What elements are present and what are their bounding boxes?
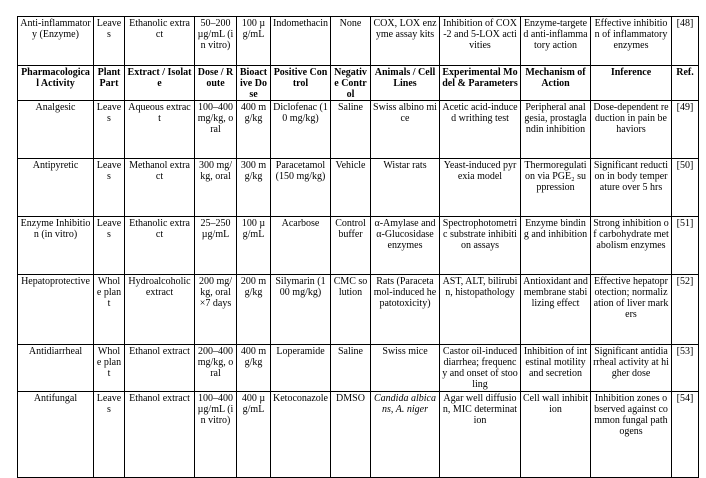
cell-animals: Rats (Paracetamol-induced hepatotoxicity) [371,275,440,345]
cell-mechanism: Cell wall inhibition [521,392,591,478]
cell-inference: Effective hepatoprotection; normalization of liver markers [591,275,672,345]
cell-extract: Ethanol extract [125,392,195,478]
cell-bioactive-dose: 100 µg/mL [237,217,271,275]
cell-inference [591,159,672,217]
cell-negative-control: Saline [331,345,371,392]
cell-model: Yeast-induced pyrexia model [440,159,521,217]
cell-ref: [48] [672,17,699,66]
cell-activity: Hepatoprotective [18,275,94,345]
cell-activity: Antifungal [18,392,94,478]
cell-activity: Antidiarrheal [18,345,94,392]
cell-negative-control: Vehicle [331,159,371,217]
cell-dose-route: 100–400 mg/kg, oral [195,101,237,159]
cell-ref: [50] [672,159,699,217]
cell-positive-control: Diclofenac (10 mg/kg) [271,101,331,159]
table-row [18,345,699,392]
cell-mechanism: Peripheral analgesia, prostaglandin inhibition [521,101,591,159]
cell-bioactive-dose: 400 mg/kg [237,345,271,392]
cell-dose-route: 200 mg/kg, oral ×7 days [195,275,237,345]
cell-positive-control: Ketoconazole [271,392,331,478]
cell-animals: α-Amylase and α-Glucosidase enzymes [371,217,440,275]
cell-activity: Antipyretic [18,159,94,217]
pharmacology-table [17,16,699,478]
cell-inference: Dose-dependent reduction in pain behaviors [591,101,672,159]
cell-extract: Ethanol extract [125,345,195,392]
table-row [18,101,699,159]
cell-mechanism: Thermoregulation via PGE₂ suppression [521,159,591,217]
cell-bioactive-dose: 200 mg/kg [237,275,271,345]
cell-dose-route: 25–250 µg/mL [195,217,237,275]
cell-animals: Candida albicans, A. niger [371,392,440,478]
cell-model: Spectrophotometric substrate inhibition assays [440,217,521,275]
cell-inference: Significant antidiarrheal activity at higher dose [591,345,672,392]
table-row [18,217,699,275]
cell-extract: Hydroalcoholic extract [125,275,195,345]
cell-dose-route: 50–200 µg/mL (in vitro) [195,17,237,66]
cell-inference: Strong inhibition of carbohydrate metabolism enzymes [591,217,672,275]
cell-extract: Ethanolic extract [125,217,195,275]
cell-ref: [52] [672,275,699,345]
column-header: Plant Part [94,66,125,101]
table-row [18,392,699,478]
cell-model: Inhibition of COX-2 and 5-LOX activities [440,17,521,66]
table-row [18,17,699,66]
cell-activity: Anti-inflammatory (Enzyme) [18,17,94,66]
cell-part: Whole plant [94,345,125,392]
table-row [18,275,699,345]
column-header: Pharmacological Activity [18,66,94,101]
cell-extract: Aqueous extract [125,101,195,159]
cell-animals: COX, LOX enzyme assay kits [371,17,440,66]
cell-part: Leaves [94,217,125,275]
cell-model: Agar well diffusion, MIC determination [440,392,521,478]
column-header: Negative Control [331,66,371,101]
table-header-row [18,66,699,101]
cell-part: Leaves [94,101,125,159]
cell-negative-control: None [331,17,371,66]
column-header: Extract / Isolate [125,66,195,101]
column-header: Animals / Cell Lines [371,66,440,101]
cell-mechanism: Enzyme-targeted anti-inflammatory action [521,17,591,66]
cell-negative-control: CMC solution [331,275,371,345]
cell-model: AST, ALT, bilirubin, histopathology [440,275,521,345]
cell-part: Leaves [94,17,125,66]
cell-part: Whole plant [94,275,125,345]
cell-inference: Inhibition zones observed against common fungal pathogens [591,392,672,478]
cell-bioactive-dose: 400 µg/mL [237,392,271,478]
cell-inference: Effective inhibition of inflammatory enzymes [591,17,672,66]
cell-extract: Methanol extract [125,159,195,217]
inference-text: Significant reduction in body temperature over 5 hrs [593,160,669,193]
column-header: Dose / Route [195,66,237,101]
column-header: Positive Control [271,66,331,101]
cell-model: Acetic acid-induced writhing test [440,101,521,159]
cell-part: Leaves [94,392,125,478]
cell-positive-control: Indomethacin [271,17,331,66]
cell-dose-route: 300 mg/kg, oral [195,159,237,217]
cell-positive-control: Paracetamol (150 mg/kg) [271,159,331,217]
cell-animals: Swiss mice [371,345,440,392]
cell-dose-route: 100–400 µg/mL (in vitro) [195,392,237,478]
cell-activity: Analgesic [18,101,94,159]
cell-activity: Enzyme Inhibition (in vitro) [18,217,94,275]
cell-positive-control: Silymarin (100 mg/kg) [271,275,331,345]
cell-animals: Wistar rats [371,159,440,217]
cell-extract: Ethanolic extract [125,17,195,66]
cell-animals: Swiss albino mice [371,101,440,159]
cell-part: Leaves [94,159,125,217]
column-header: Inference [591,66,672,101]
cell-ref: [54] [672,392,699,478]
cell-model: Castor oil-induced diarrhea; frequency and onset of stooling [440,345,521,392]
cell-bioactive-dose: 300 mg/kg [237,159,271,217]
cell-bioactive-dose: 100 µg/mL [237,17,271,66]
cell-mechanism: Antioxidant and membrane stabilizing effect [521,275,591,345]
cell-positive-control: Acarbose [271,217,331,275]
table-row [18,159,699,217]
cell-mechanism: Inhibition of intestinal motility and secretion [521,345,591,392]
cell-positive-control: Loperamide [271,345,331,392]
cell-ref: [49] [672,101,699,159]
cell-negative-control: DMSO [331,392,371,478]
cell-negative-control: Saline [331,101,371,159]
cell-dose-route: 200–400 mg/kg, oral [195,345,237,392]
cell-bioactive-dose: 400 mg/kg [237,101,271,159]
cell-mechanism: Enzyme binding and inhibition [521,217,591,275]
column-header: Mechanism of Action [521,66,591,101]
cell-negative-control: Control buffer [331,217,371,275]
column-header: Ref. [672,66,699,101]
column-header: Bioactive Dose [237,66,271,101]
cell-ref: [51] [672,217,699,275]
column-header: Experimental Model & Parameters [440,66,521,101]
cell-ref: [53] [672,345,699,392]
